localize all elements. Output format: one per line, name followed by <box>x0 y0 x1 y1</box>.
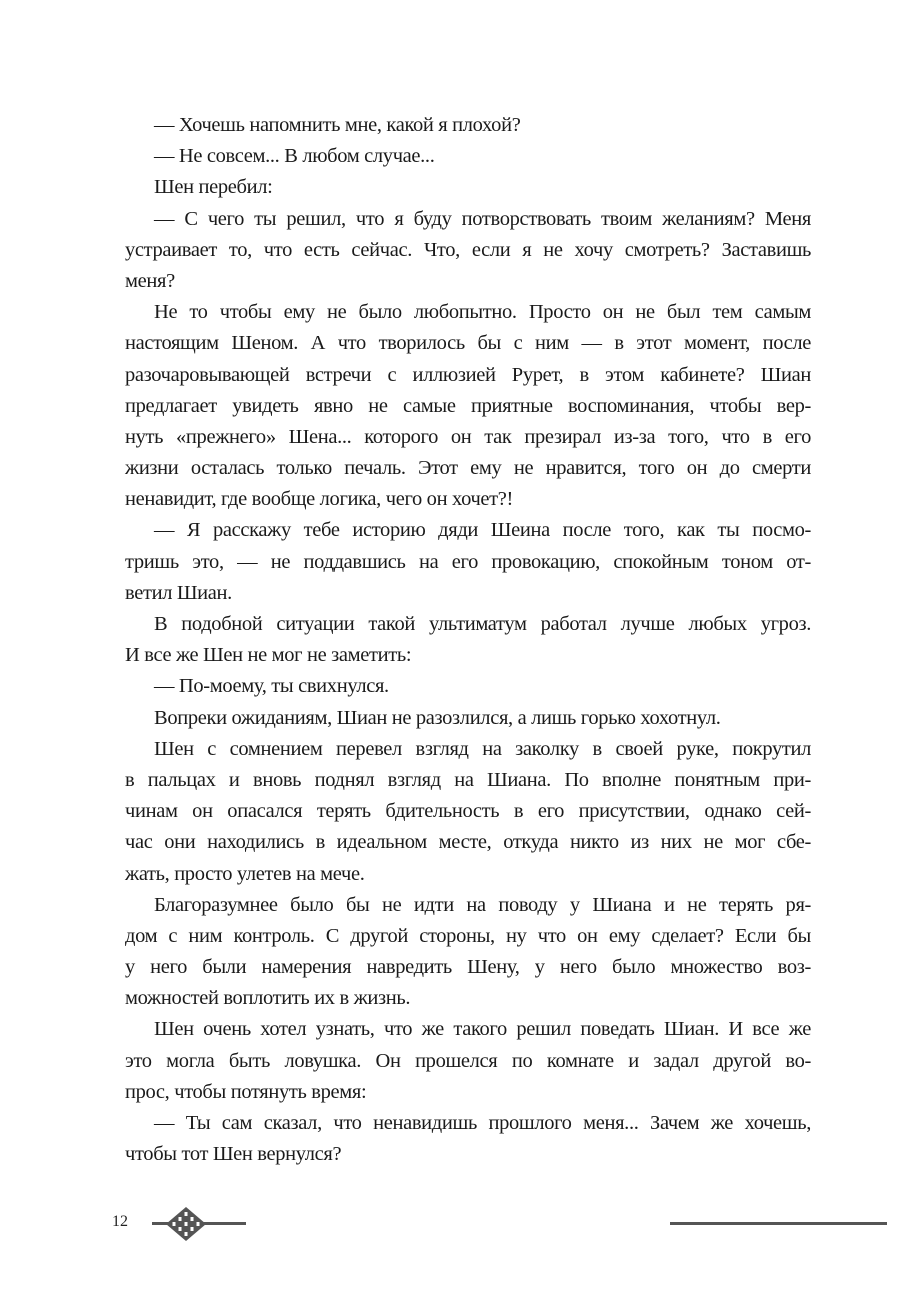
text-line: ветил Шиан. <box>125 581 232 604</box>
text-line: — Ты сам сказал, что ненавидишь прошлого меня... Зачем же хочешь, <box>154 1112 811 1134</box>
page-footer <box>0 1205 914 1245</box>
text-line: настоящим Шеном. А что творилось бы с ним — в этот момент, после <box>125 332 811 355</box>
paragraph <box>125 703 811 734</box>
paragraph <box>125 671 811 702</box>
text-line: прос, чтобы потянуть время: <box>125 1080 367 1103</box>
text-line: жизни осталась только печаль. Этот ему не нравится, того он до смерти <box>125 457 811 480</box>
paragraph <box>125 890 811 1015</box>
paragraph <box>125 1014 811 1108</box>
text-line: чинам он опасался терять бдительность в его присутствии, однако сей- <box>125 800 811 823</box>
paragraph <box>125 734 811 890</box>
text-line: чтобы тот Шен вернулся? <box>125 1143 342 1166</box>
text-line: Шен очень хотел узнать, что же такого решил поведать Шиан. И все же <box>154 1018 811 1041</box>
text-line: Не то чтобы ему не было любопытно. Просто он не был тем самым <box>154 301 811 324</box>
text-line: — Не совсем... В любом случае... <box>154 145 435 168</box>
text-line: — С чего ты решил, что я буду потворствовать твоим желаниям? Меня <box>154 207 811 230</box>
text-line: дом с ним контроль. С другой стороны, ну что он ему сделает? Если бы <box>125 924 811 947</box>
text-line: меня? <box>125 269 175 292</box>
paragraph <box>125 172 811 203</box>
paragraph <box>125 204 811 298</box>
endless-knot-icon <box>166 1207 206 1241</box>
text-line: час они находились в идеальном месте, откуда никто из них не мог сбе- <box>125 831 811 854</box>
paragraph <box>125 1108 811 1170</box>
text-line: Благоразумнее было бы не идти на поводу у Шиана и не терять ря- <box>154 893 811 916</box>
text-line: ненавидит, где вообще логика, чего он хочет?! <box>125 488 513 511</box>
text-line: тришь это, — не поддавшись на его провокацию, спокойным тоном от- <box>125 550 811 573</box>
text-line: Шен с сомнением перевел взгляд на заколку в своей руке, покрутил <box>154 737 811 760</box>
page-body <box>125 110 811 1170</box>
text-line: предлагает увидеть явно не самые приятные воспоминания, чтобы вер- <box>125 394 811 417</box>
text-line: И все же Шен не мог не заметить: <box>125 644 412 667</box>
text-line: Вопреки ожиданиям, Шиан не разозлился, а лишь горько хохотнул. <box>154 706 721 729</box>
text-line: Шен перебил: <box>154 176 273 199</box>
page-number: 12 <box>112 1213 128 1230</box>
text-line: можностей воплотить их в жизнь. <box>125 987 411 1010</box>
text-line: нуть «прежнего» Шена... которого он так презирал из-за того, что в его <box>125 425 811 448</box>
text-line: разочаровывающей встречи с иллюзией Рурет, в этом кабинете? Шиан <box>125 363 811 386</box>
text-line: устраивает то, что есть сейчас. Что, если я не хочу смотреть? Заставишь <box>125 238 811 261</box>
paragraph <box>125 515 811 609</box>
text-line: жать, просто улетев на мече. <box>125 862 365 885</box>
text-line: — Хочешь напомнить мне, какой я плохой? <box>154 114 521 136</box>
paragraph <box>125 141 811 172</box>
paragraph <box>125 609 811 671</box>
footer-rule-right <box>670 1222 887 1225</box>
text-line: это могла быть ловушка. Он прошелся по комнате и задал другой во- <box>125 1049 811 1072</box>
text-line: — По-моему, ты свихнулся. <box>154 675 389 698</box>
text-line: у него были намерения навредить Шену, у него было множество воз- <box>125 956 811 979</box>
text-line: В подобной ситуации такой ультиматум работал лучше любых угроз. <box>154 613 811 635</box>
paragraph <box>125 297 811 515</box>
text-line: — Я расскажу тебе историю дяди Шеина после того, как ты посмо- <box>154 519 811 542</box>
paragraph <box>125 110 811 141</box>
text-line: в пальцах и вновь поднял взгляд на Шиана. По вполне понятным при- <box>125 768 811 791</box>
